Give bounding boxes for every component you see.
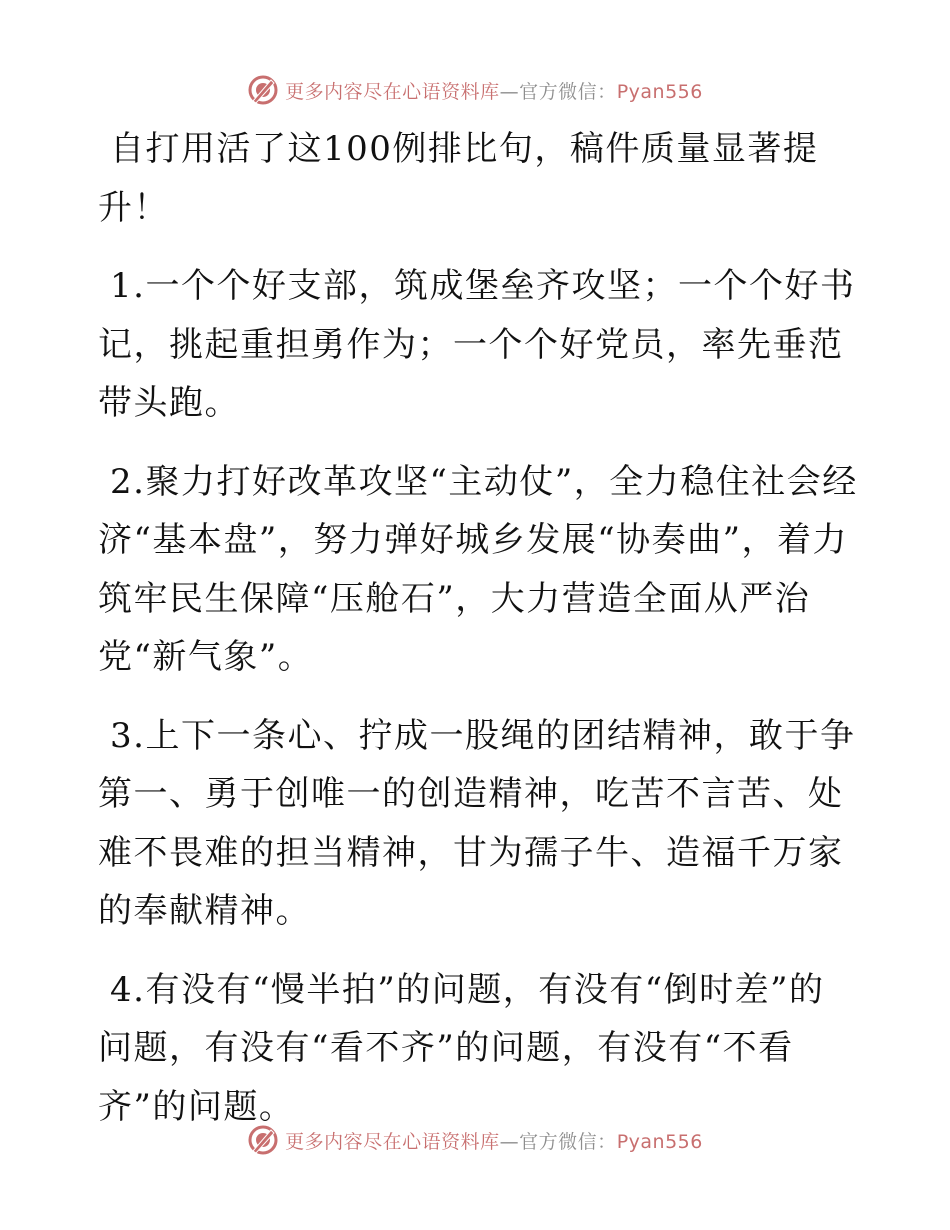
watermark-dash: — xyxy=(499,1130,520,1153)
watermark-wechat-id: Pyan556 xyxy=(616,1130,703,1153)
header-watermark xyxy=(0,70,950,110)
watermark-site-text: 更多内容尽在心语资料库 xyxy=(285,80,500,103)
watermark-site-text: 更多内容尽在心语资料库 xyxy=(285,1130,500,1153)
document-body xyxy=(98,120,858,1156)
red-pen-seal-icon xyxy=(247,74,279,106)
watermark-wechat-label: 官方微信： xyxy=(519,1130,617,1153)
watermark-wechat-label: 官方微信： xyxy=(519,80,617,103)
list-item: 4.有没有“慢半拍”的问题，有没有“倒时差”的问题，有没有“看不齐”的问题，有没有“不看齐”的问题。 xyxy=(98,969,825,1127)
footer-watermark xyxy=(0,1120,950,1160)
list-item: 2.聚力打好改革攻坚“主动仗”，全力稳住社会经济“基本盘”，努力弹好城乡发展“协奏曲”，着力筑牢民生保障“压舱石”，大力营造全面从严治党“新气象”。 xyxy=(98,461,858,677)
list-item: 1.一个个好支部，筑成堡垒齐攻坚；一个个好书记，挑起重担勇作为；一个个好党员，率先垂范带头跑。 xyxy=(98,266,856,423)
document-title-line: 自打用活了这100例排比句，稿件质量显著提升！ xyxy=(98,129,819,228)
watermark-text xyxy=(285,1127,703,1154)
red-pen-seal-icon xyxy=(247,1124,279,1156)
watermark-dash: — xyxy=(499,80,520,103)
list-item: 3.上下一条心、拧成一股绳的团结精神，敢于争第一、勇于创唯一的创造精神，吃苦不言苦、处难不畏难的担当精神，甘为孺子牛、造福千万家的奉献精神。 xyxy=(98,715,856,931)
watermark-wechat-id: Pyan556 xyxy=(616,80,703,103)
watermark-text xyxy=(285,77,703,104)
